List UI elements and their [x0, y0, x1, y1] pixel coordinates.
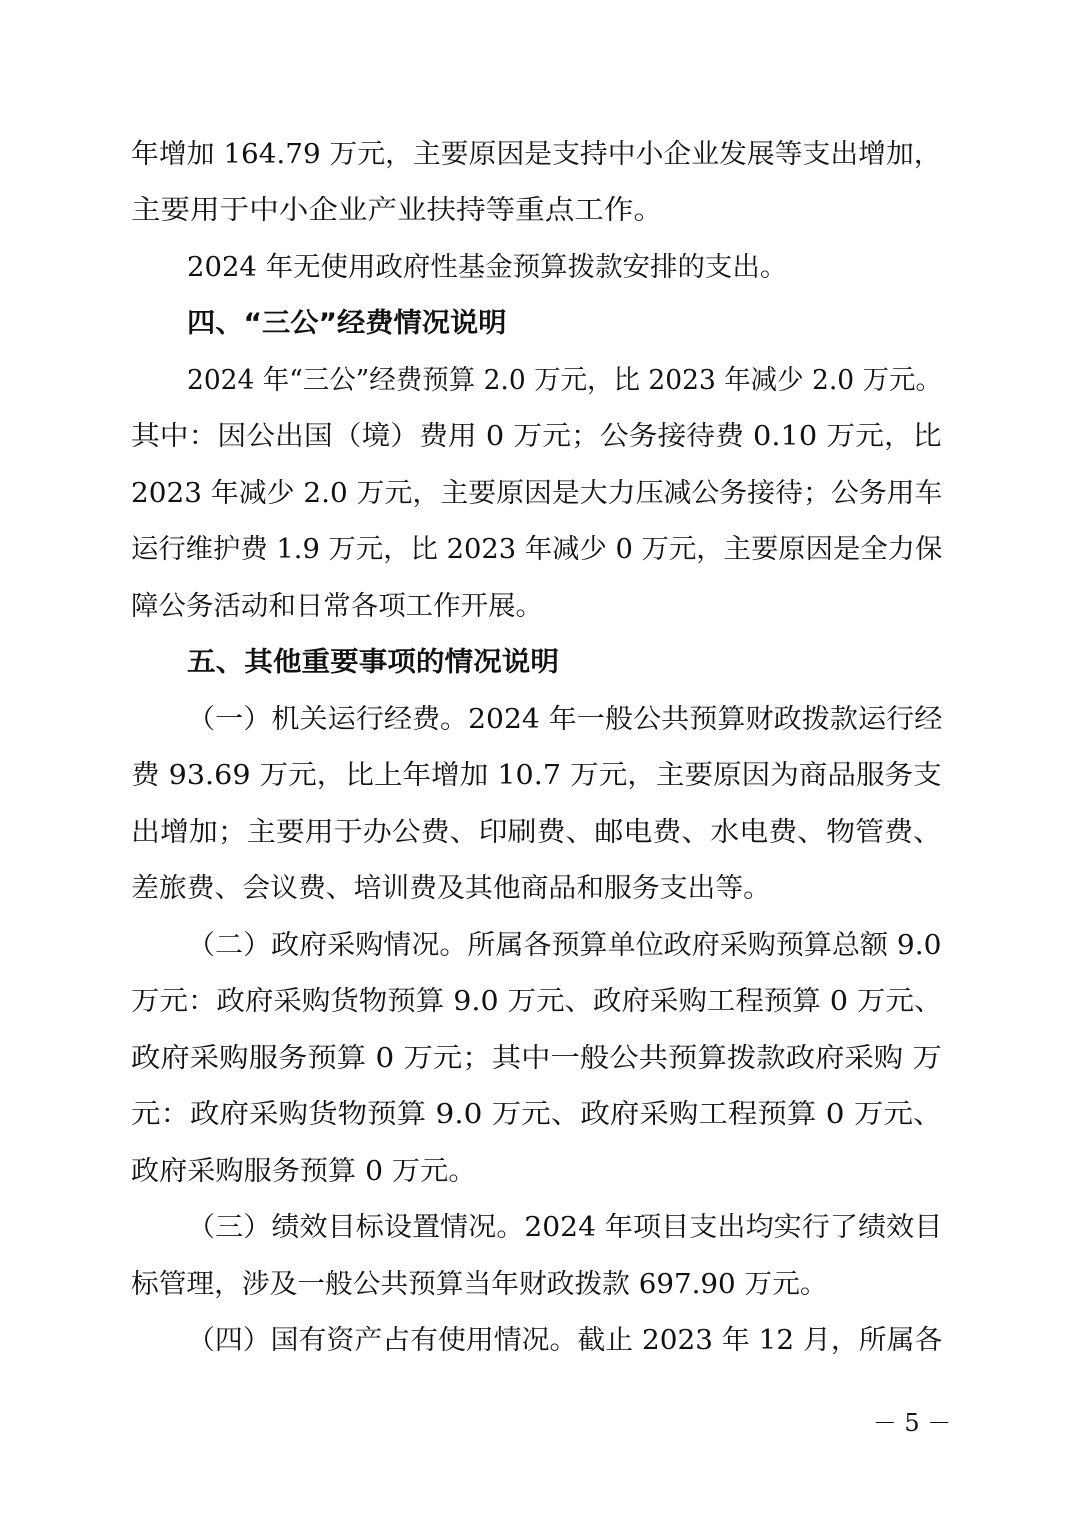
text-line: [0, 1257, 1074, 1313]
text-line: [0, 127, 1074, 183]
text-line: [0, 692, 1074, 748]
line-text: 年增加 164.79 万元，主要原因是支持中小企业发展等支出增加，: [131, 139, 942, 170]
text-line: [0, 748, 1074, 804]
text-line: [0, 579, 1074, 635]
section-heading: [0, 635, 1074, 691]
text-line: [0, 861, 1074, 917]
line-text: 2023 年减少 2.0 万元，主要原因是大力压减公务接待；公务用车: [131, 478, 943, 509]
line-text: 2024 年“三公”经费预算 2.0 万元，比 2023 年减少 2.0 万元。: [187, 365, 942, 396]
line-text: 万元：政府采购货物预算 9.0 万元、政府采购工程预算 0 万元、: [131, 986, 943, 1017]
line-text: （二）政府采购情况。所属各预算单位政府采购预算总额 9.0: [187, 930, 942, 961]
line-text: （一）机关运行经费。2024 年一般公共预算财政拨款运行经: [187, 704, 943, 735]
line-text: 差旅费、会议费、培训费及其他商品和服务支出等。: [131, 873, 771, 904]
heading-text: 五、其他重要事项的情况说明: [187, 647, 559, 678]
line-text: （三）绩效目标设置情况。2024 年项目支出均实行了绩效目: [187, 1212, 943, 1243]
heading-text: 四、“三公”经费情况说明: [187, 308, 507, 339]
text-line: [0, 353, 1074, 409]
text-line: [0, 974, 1074, 1030]
line-text: 其中：因公出国（境）费用 0 万元；公务接待费 0.10 万元，比: [131, 421, 942, 452]
section-heading: [0, 296, 1074, 352]
text-line: [0, 1087, 1074, 1143]
text-line: [0, 805, 1074, 861]
line-text: 费 93.69 万元，比上年增加 10.7 万元，主要原因为商品服务支: [131, 760, 942, 791]
line-text: 标管理，涉及一般公共预算当年财政拨款 697.90 万元。: [131, 1269, 828, 1300]
text-line: [0, 1313, 1074, 1369]
line-text: 政府采购服务预算 0 万元；其中一般公共预算拨款政府采购 万: [131, 1043, 942, 1074]
text-line: [0, 183, 1074, 239]
page-number: － 5 －: [872, 1409, 952, 1437]
text-line: [0, 522, 1074, 578]
text-line: [0, 240, 1074, 296]
line-text: （四）国有资产占有使用情况。截止 2023 年 12 月，所属各: [187, 1325, 943, 1356]
line-text: 政府采购服务预算 0 万元。: [131, 1156, 477, 1187]
text-line: [0, 1200, 1074, 1256]
text-line: [0, 466, 1074, 522]
text-line: [0, 1144, 1074, 1200]
line-text: 运行维护费 1.9 万元，比 2023 年减少 0 万元，主要原因是全力保: [131, 534, 943, 565]
line-text: 主要用于中小企业产业扶持等重点工作。: [131, 195, 663, 226]
text-line: [0, 918, 1074, 974]
text-line: [0, 409, 1074, 465]
line-text: 障公务活动和日常各项工作开展。: [131, 591, 543, 622]
line-text: 元：政府采购货物预算 9.0 万元、政府采购工程预算 0 万元、: [131, 1099, 943, 1130]
text-line: [0, 1031, 1074, 1087]
line-text: 2024 年无使用政府性基金预算拨款安排的支出。: [187, 252, 788, 283]
line-text: 出增加；主要用于办公费、印刷费、邮电费、水电费、物管费、: [131, 817, 942, 848]
